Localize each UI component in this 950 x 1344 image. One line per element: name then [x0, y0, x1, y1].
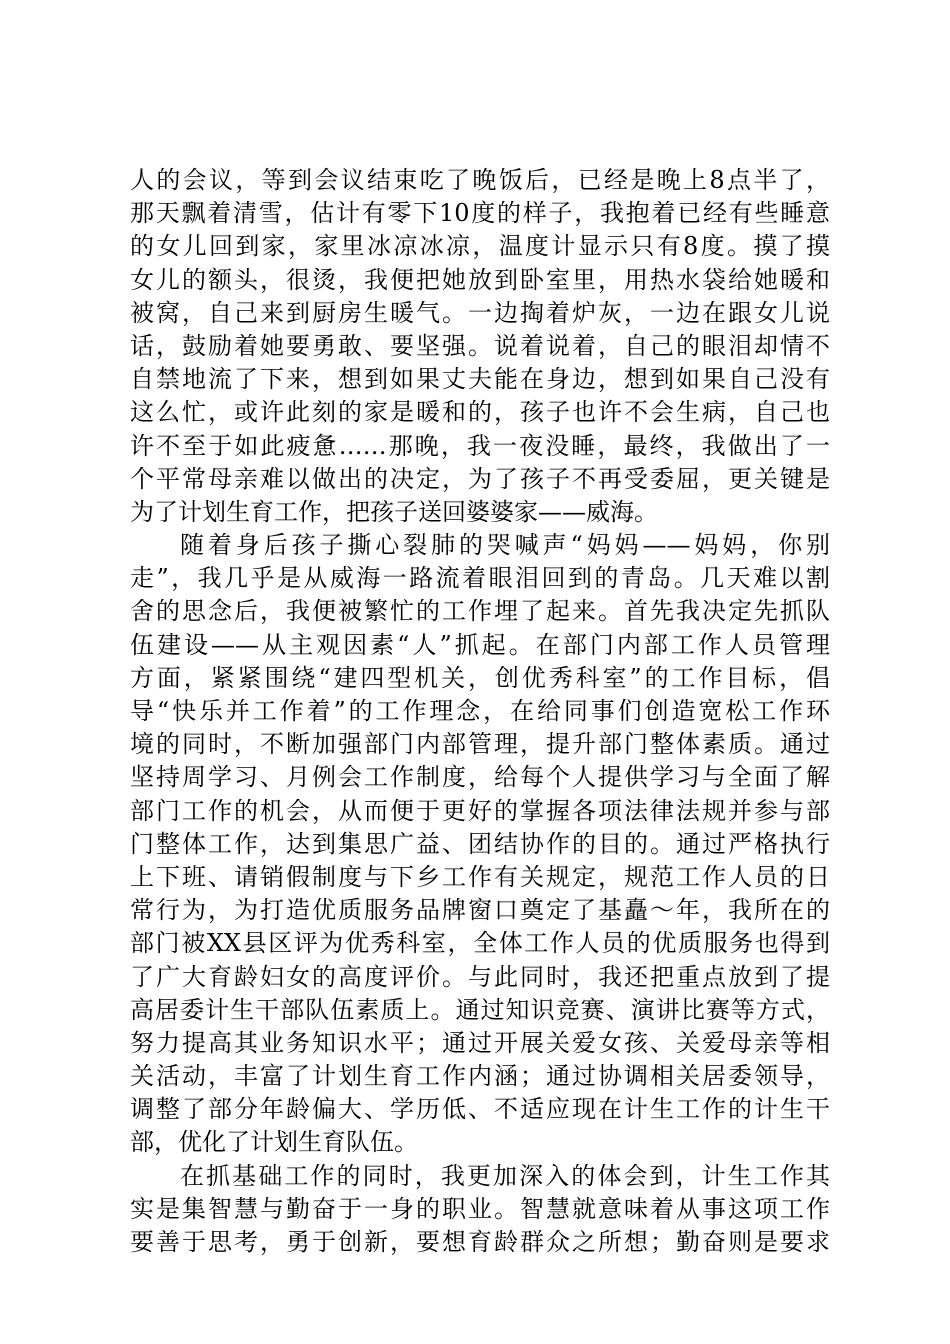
text-line: 境的同时，不断加强部门内部管理，提升部门整体素质。通过	[130, 730, 830, 759]
text-line: 为了计划生育工作，把孩子送回婆婆家——威海。	[130, 497, 658, 526]
text-line: 个平常母亲难以做出的决定，为了孩子不再受委屈，更关键是	[130, 464, 830, 493]
text-line: 女儿的额头，很烫，我便把她放到卧室里，用热水袋给她暖和	[130, 265, 830, 294]
text-line: 门整体工作，达到集思广益、团结协作的目的。通过严格执行	[130, 829, 830, 858]
text-line: 努力提高其业务知识水平；通过开展关爱女孩、关爱母亲等相	[130, 1028, 830, 1057]
text-line: 随着身后孩子撕心裂肺的哭喊声“妈妈——妈妈，你别	[180, 531, 830, 560]
text-line: 自禁地流了下来，想到如果丈夫能在身边，想到如果自己没有	[130, 365, 830, 394]
text-line: 部，优化了计划生育队伍。	[130, 1128, 418, 1157]
text-line: 了广大育龄妇女的高度评价。与此同时，我还把重点放到了提	[130, 962, 830, 991]
text-line: 实是集智慧与勤奋于一身的职业。智慧就意味着从事这项工作	[130, 1194, 830, 1223]
text-line: 导“快乐并工作着”的工作理念，在给同事们创造宽松工作环	[130, 697, 830, 725]
text-line: 部门被XX县区评为优秀科室，全体工作人员的优质服务也得到	[130, 929, 830, 958]
text-line: 坚持周学习、月例会工作制度，给每个人提供学习与全面了解	[130, 763, 830, 792]
text-line: 走”，我几乎是从威海一路流着眼泪回到的青岛。几天难以割	[130, 564, 830, 593]
text-line: 话，鼓励着她要勇敢、要坚强。说着说着，自己的眼泪却情不	[130, 331, 830, 360]
text-line: 舍的思念后，我便被繁忙的工作埋了起来。首先我决定先抓队	[130, 597, 830, 626]
text-line: 人的会议，等到会议结束吃了晚饭后，已经是晚上8点半了，	[130, 166, 830, 194]
text-line: 许不至于如此疲惫……那晚，我一夜没睡，最终，我做出了一	[130, 431, 830, 460]
text-line: 的女儿回到家，家里冰凉冰凉，温度计显示只有8度。摸了摸	[130, 232, 830, 261]
text-line: 这么忙，或许此刻的家是暖和的，孩子也许不会生病，自己也	[130, 398, 830, 427]
text-line: 部门工作的机会，从而便于更好的掌握各项法律法规并参与部	[130, 796, 830, 825]
text-line: 调整了部分年龄偏大、学历低、不适应现在计生工作的计生干	[130, 1095, 830, 1124]
text-line: 被窝，自己来到厨房生暖气。一边掏着炉灰，一边在跟女儿说	[130, 298, 830, 327]
body-text	[130, 164, 830, 1259]
text-line: 伍建设——从主观因素“人”抓起。在部门内部工作人员管理	[130, 630, 830, 659]
text-line: 那天飘着清雪，估计有零下10度的样子，我抱着已经有些睡意	[130, 199, 830, 228]
text-line: 上下班、请销假制度与下乡工作有关规定，规范工作人员的日	[130, 862, 830, 891]
text-line: 方面，紧紧围绕“建四型机关，创优秀科室”的工作目标，倡	[130, 663, 830, 692]
text-line: 关活动，丰富了计划生育工作内涵；通过协调相关居委领导，	[130, 1062, 830, 1091]
text-line: 高居委计生干部队伍素质上。通过知识竞赛、演讲比赛等方式，	[130, 995, 830, 1024]
text-line: 在抓基础工作的同时，我更加深入的体会到，计生工作其	[180, 1161, 830, 1190]
text-line: 常行为，为打造优质服务品牌窗口奠定了基矗～年，我所在的	[130, 896, 830, 925]
text-line: 要善于思考，勇于创新，要想育龄群众之所想；勤奋则是要求	[130, 1228, 830, 1256]
